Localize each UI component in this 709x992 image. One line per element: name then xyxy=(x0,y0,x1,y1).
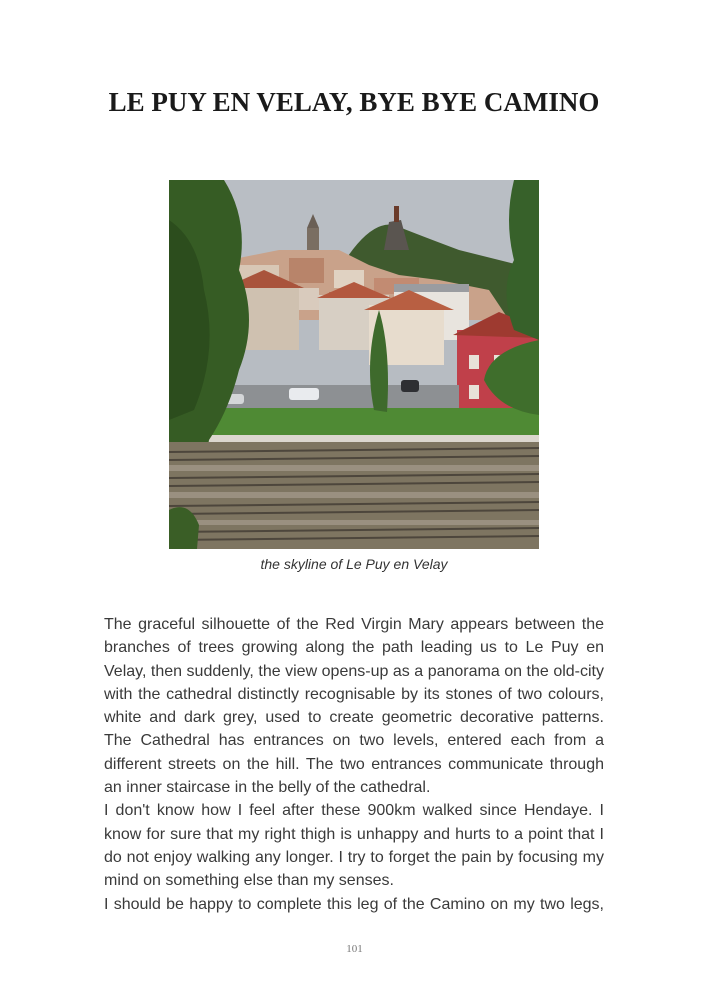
le-puy-skyline-photo xyxy=(169,180,539,549)
paragraph: The graceful silhouette of the Red Virgin Mary appears between the branches of trees growing along the path leading us to Le Puy en Velay, then suddenly, the view opens-up as a panorama on the old-city with the cathedral distinctly recognisable by its stones of two colours, white and dark grey, used to create geometric decorative patterns. The Cathedral has entrances on two levels, entered each from a different streets on the hill. The two entrances communicate through an inner staircase in the belly of the cathedral. xyxy=(104,616,604,797)
paragraph: I should be happy to complete this leg of the Camino on my two legs, xyxy=(104,895,604,913)
photo-caption: the skyline of Le Puy en Velay xyxy=(260,556,448,572)
paragraph: I don't know how I feel after these 900km walked since Hendaye. I know for sure that my right thigh is unhappy and hurts to a point that I do not enjoy walking any longer. I try to forget the pain by focusing my mind on something else than my senses. xyxy=(104,802,604,890)
body-text xyxy=(104,613,604,916)
page-number: 101 xyxy=(346,943,363,955)
page-title: LE PUY EN VELAY, BYE BYE CAMINO xyxy=(108,87,600,117)
